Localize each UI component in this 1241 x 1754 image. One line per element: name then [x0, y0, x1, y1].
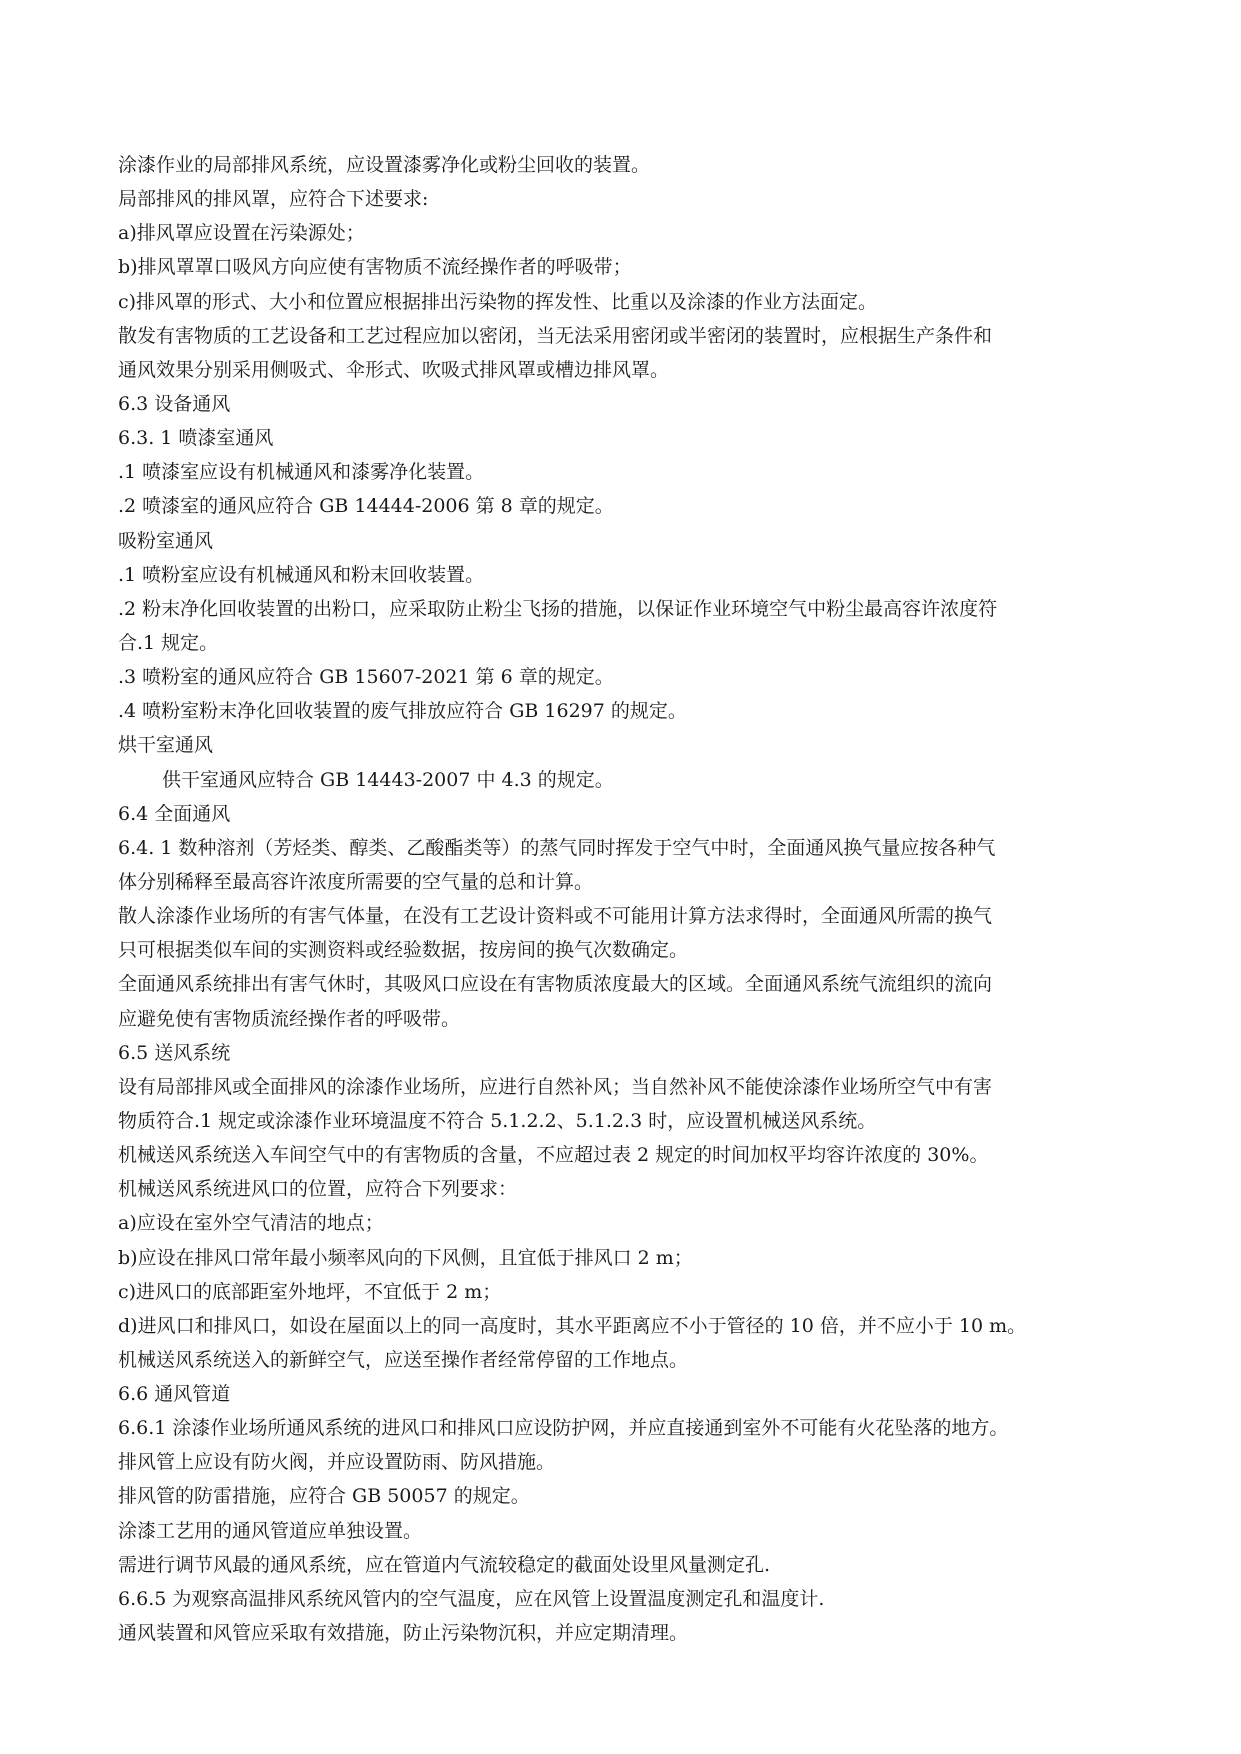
- list-item: b)排风罩罩口吸风方向应使有害物质不流经操作者的呼吸带；: [118, 256, 632, 279]
- text-line: 机械送风系统进风口的位置，应符合下列要求：: [118, 1178, 518, 1201]
- text-line: 通风效果分别采用侧吸式、伞形式、吹吸式排风罩或槽边排风罩。: [118, 358, 670, 381]
- text-line: 局部排风的排风罩，应符合下述要求:: [118, 188, 429, 211]
- text-line: 涂漆作业的局部排风系统，应设置漆雾净化或粉尘回收的装置。: [118, 154, 651, 176]
- subsection-heading: 吸粉室通风: [118, 529, 214, 552]
- text-line: 通风装置和风管应采取有效措施，防止污染物沉积，并应定期清理。: [118, 1622, 689, 1645]
- text-line: 合.1 规定。: [118, 631, 219, 654]
- list-item: a)应设在室外空气清洁的地点；: [118, 1212, 384, 1235]
- text-line: .1 喷漆室应设有机械通风和漆雾净化装置。: [118, 461, 485, 484]
- text-line: .1 喷粉室应设有机械通风和粉末回收装置。: [118, 563, 485, 586]
- section-heading: 6.4 全面通风: [118, 802, 231, 825]
- text-line: 需进行调节风最的通风系统，应在管道内气流较稳定的截面处设里风量测定孔.: [118, 1553, 771, 1576]
- text-line: .2 喷漆室的通风应符合 GB 14444-2006 第 8 章的规定。: [118, 495, 614, 518]
- subsection-heading: 烘干室通风: [118, 734, 214, 757]
- text-line: 散人涂漆作业场所的有害气体量，在没有工艺设计资料或不可能用计算方法求得时，全面通风所需的换气: [118, 905, 993, 928]
- section-heading: 6.6 通风管道: [118, 1383, 231, 1406]
- document-page: [118, 148, 1128, 1650]
- text-line: 机械送风系统送入车间空气中的有害物质的含量，不应超过表 2 规定的时间加权平均容许浓度的 30%。: [118, 1144, 989, 1167]
- list-item: c)进风口的底部距室外地坪，不宜低于 2 m；: [118, 1280, 502, 1303]
- text-line: 机械送风系统送入的新鲜空气，应送至操作者经常停留的工作地点。: [118, 1348, 689, 1371]
- text-line: 6.6.1 涂漆作业场所通风系统的进风口和排风口应设防护网，并应直接通到室外不可能有火花坠落的地方。: [118, 1417, 1009, 1440]
- text-line: 设有局部排风或全面排风的涂漆作业场所，应进行自然补风；当自然补风不能使涂漆作业场所空气中有害: [118, 1075, 993, 1098]
- list-item: c)排风罩的形式、大小和位置应根据排出污染物的挥发性、比重以及涂漆的作业方法面定。: [118, 290, 878, 313]
- text-line: 6.6.5 为观察高温排风系统风管内的空气温度，应在风管上设置温度测定孔和温度计.: [118, 1587, 825, 1610]
- text-line: 应避免使有害物质流经操作者的呼吸带。: [118, 1007, 461, 1030]
- list-item: b)应设在排风口常年最小频率风向的下风侧，且宜低于排风口 2 m；: [118, 1246, 693, 1269]
- section-heading: 6.3 设备通风: [118, 392, 231, 415]
- text-line: 排风管的防雷措施，应符合 GB 50057 的规定。: [118, 1485, 530, 1508]
- text-line: 排风管上应设有防火阀，并应设置防雨、防风措施。: [118, 1451, 556, 1474]
- text-line: 物质符合.1 规定或涂漆作业环境温度不符合 5.1.2.2、5.1.2.3 时，应设置机械送风系统。: [118, 1109, 877, 1132]
- text-line: 体分别稀释至最高容许浓度所需要的空气量的总和计算。: [118, 870, 594, 893]
- text-line: 散发有害物质的工艺设备和工艺过程应加以密闭，当无法采用密闭或半密闭的装置时，应根据生产条件和: [118, 324, 993, 347]
- text-line: 涂漆工艺用的通风管道应单独设置。: [118, 1519, 423, 1542]
- list-item: a)排风罩应设置在污染源处；: [118, 222, 365, 245]
- text-line: .3 喷粉室的通风应符合 GB 15607-2021 第 6 章的规定。: [118, 666, 614, 689]
- list-item: d)进风口和排风口，如设在屋面以上的同一高度时，其水平距离应不小于管径的 10 倍，并不应小于 10 m。: [118, 1314, 1027, 1337]
- section-heading: 6.5 送风系统: [118, 1041, 231, 1064]
- text-line: 只可根据类似车间的实测资料或经验数据，按房间的换气次数确定。: [118, 939, 689, 962]
- subsection-heading: 6.3. 1 喷漆室通风: [118, 427, 274, 450]
- text-line: .2 粉末净化回收装置的出粉口，应采取防止粉尘飞扬的措施，以保证作业环境空气中粉尘最高容许浓度符: [118, 597, 998, 620]
- text-line: 全面通风系统排出有害气休时，其吸风口应设在有害物质浓度最大的区域。全面通风系统气流组织的流向: [118, 973, 993, 996]
- text-line: 供干室通风应特合 GB 14443-2007 中 4.3 的规定。: [162, 768, 614, 791]
- text-line: .4 喷粉室粉末净化回收装置的废气排放应符合 GB 16297 的规定。: [118, 700, 687, 723]
- text-line: 6.4. 1 数种溶剂（芳烃类、醇类、乙酸酯类等）的蒸气同时挥发于空气中时，全面通风换气量应按各种气: [118, 836, 996, 859]
